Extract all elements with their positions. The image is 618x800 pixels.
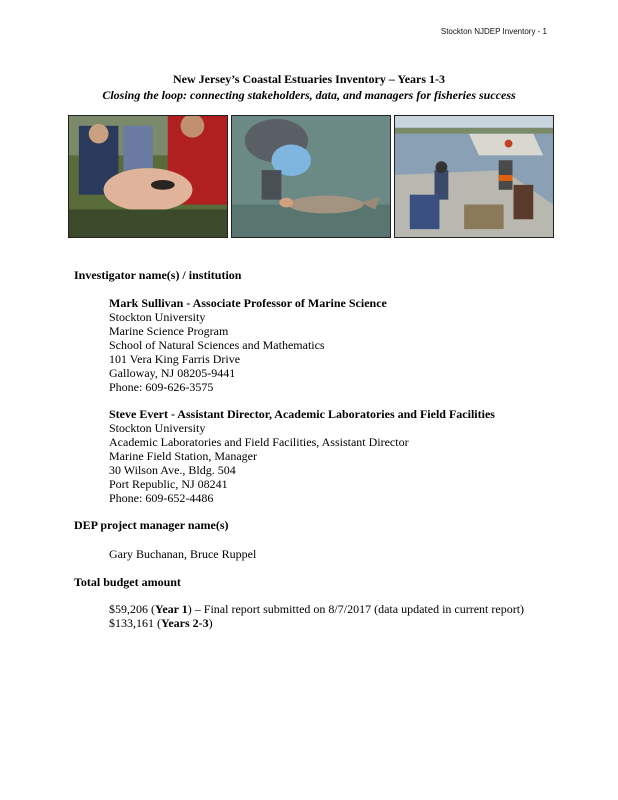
investigator-2-line: Stockton University [109, 421, 206, 435]
investigators-heading: Investigator name(s) / institution [74, 268, 242, 282]
document-subtitle: Closing the loop: connecting stakeholders, data, and managers for fisheries success [102, 88, 516, 102]
budget-line-1 [109, 602, 524, 616]
document-title: New Jersey’s Coastal Estuaries Inventory – Years 1-3 [172, 72, 446, 86]
investigator-1-line: Galloway, NJ 08205-9441 [109, 366, 236, 380]
budget-line-2-period: Years 2-3 [161, 616, 209, 630]
dep-heading: DEP project manager name(s) [74, 518, 229, 532]
investigator-2-line: Phone: 609-652-4486 [109, 491, 214, 505]
photo-boats-field-team [394, 115, 554, 238]
investigator-1-line: Marine Science Program [109, 324, 229, 338]
budget-line-2-note: ) [208, 616, 213, 630]
budget-line-1-amount: $59,206 ( [109, 602, 155, 616]
investigator-2-line: Port Republic, NJ 08241 [109, 477, 228, 491]
photo-students-holding-fish [68, 115, 228, 238]
budget-line-1-note: ) – Final report submitted on 8/7/2017 (data updated in current report) [187, 602, 525, 616]
investigator-1-block [109, 296, 387, 394]
photo-person-with-shark [231, 115, 391, 238]
investigator-2-name: Steve Evert - Assistant Director, Academic Laboratories and Field Facilities [109, 407, 495, 421]
investigator-2-line: Academic Laboratories and Field Facilities, Assistant Director [109, 435, 409, 449]
photo-strip [68, 115, 554, 238]
dep-block [109, 547, 256, 561]
budget-line-2 [109, 616, 524, 630]
budget-heading: Total budget amount [74, 575, 181, 589]
investigator-1-line: 101 Vera King Farris Drive [109, 352, 241, 366]
investigator-2-block [109, 407, 495, 505]
investigator-2-line: Marine Field Station, Manager [109, 449, 257, 463]
investigator-2-line: 30 Wilson Ave., Bldg. 504 [109, 463, 236, 477]
investigator-1-line: Phone: 609-626-3575 [109, 380, 214, 394]
dep-names: Gary Buchanan, Bruce Ruppel [109, 547, 257, 561]
investigator-1-line: School of Natural Sciences and Mathematics [109, 338, 325, 352]
page-header-label: Stockton NJDEP Inventory - 1 [440, 27, 547, 36]
investigator-1-name: Mark Sullivan - Associate Professor of Marine Science [109, 296, 387, 310]
budget-line-2-amount: $133,161 ( [109, 616, 161, 630]
budget-line-1-period: Year 1 [155, 602, 188, 616]
budget-block [109, 602, 524, 630]
investigator-1-line: Stockton University [109, 310, 206, 324]
